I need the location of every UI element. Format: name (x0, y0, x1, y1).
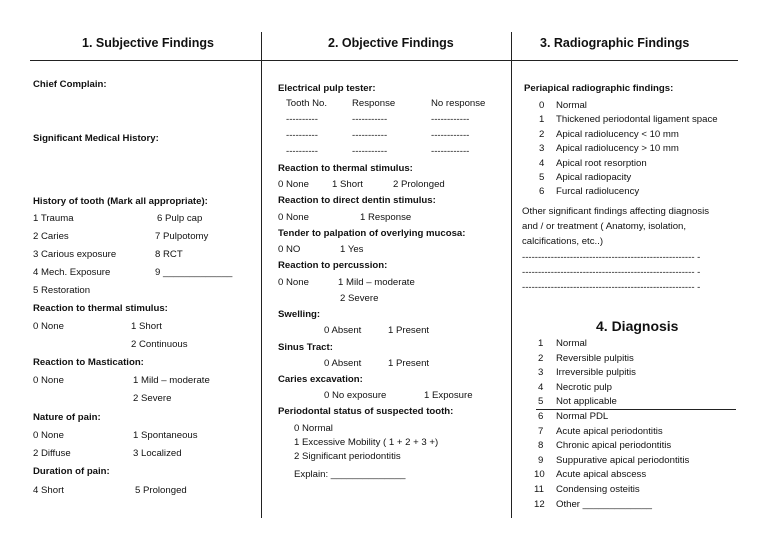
radiographic-item-number: 4 (539, 157, 545, 169)
diagnosis-item-label: Reversible pulpitis (556, 352, 634, 364)
radiographic-item-label: Furcal radiolucency (556, 186, 640, 198)
diagnosis-item-label: Normal (556, 338, 587, 349)
pain-nature-option: 2 Diffuse (33, 448, 71, 459)
sinus-option: 0 Absent (324, 358, 362, 369)
caries-title: Caries excavation: (278, 374, 363, 385)
radiographic-item-number: 6 (539, 186, 545, 198)
radiographic-item-label: Apical root resorption (556, 157, 647, 169)
diagnosis-item-number: 3 (538, 367, 544, 379)
diagnosis-item-label: Irreversible pulpitis (556, 367, 636, 379)
ept-cell: ---------- (286, 146, 318, 157)
history-title: History of tooth (Mark all appropriate): (33, 196, 208, 207)
sinus-option: 1 Present (388, 358, 430, 369)
history-item: 5 Restoration (33, 285, 91, 296)
diagnosis-item-number: 12 (534, 498, 545, 510)
history-item: 1 Trauma (33, 213, 74, 224)
percussion-option: 1 Mild – moderate (338, 277, 415, 288)
diagnosis-item-number: 7 (538, 425, 544, 437)
pain-duration-option: 4 Short (33, 485, 64, 496)
ept-cell: ----------- (352, 146, 388, 157)
swelling-option: 0 Absent (324, 325, 362, 336)
diagnosis-separator (536, 409, 736, 410)
other-findings-line: and / or treatment ( Anatomy, isolation, (522, 221, 687, 232)
thermal-title: Reaction to thermal stimulus: (33, 303, 168, 314)
radiographic-item-label: Thickened periodontal ligament space (556, 114, 718, 126)
dentin-option: 1 Response (360, 212, 412, 223)
ept-cell: ----------- (352, 130, 388, 141)
diagnosis-item-label: Normal PDL (556, 411, 609, 422)
pain-duration-option: 5 Prolonged (135, 485, 187, 496)
radiographic-header: 3. Radiographic Findings (540, 36, 690, 50)
palpation-title: Tender to palpation of overlying mucosa: (278, 228, 466, 239)
swelling-option: 1 Present (388, 325, 430, 336)
diagnosis-item-label: Suppurative apical periodontitis (556, 454, 690, 466)
pain-nature-title: Nature of pain: (33, 412, 101, 423)
diagnosis-item-label: Acute apical periodontitis (556, 425, 663, 437)
pain-nature-option: 0 None (33, 430, 64, 441)
ept-cell: ------------ (431, 130, 470, 141)
diagnosis-item-number: 11 (534, 484, 544, 495)
objective-header: 2. Objective Findings (328, 36, 454, 50)
radiographic-item-label: Apical radiolucency > 10 mm (556, 143, 679, 155)
explain-field: Explain: ______________ (294, 469, 406, 480)
header-rule-top (30, 60, 738, 61)
ept-col-header: Response (352, 98, 396, 109)
palpation-option: 1 Yes (340, 244, 364, 255)
history-item: 4 Mech. Exposure (33, 267, 111, 278)
radiographic-item-label: Normal (556, 100, 587, 111)
perio-title: Periodontal status of suspected tooth: (278, 406, 454, 417)
diagnosis-item-label: Not applicable (556, 396, 617, 408)
ept-col-header: No response (431, 98, 486, 109)
diagnosis-header: 4. Diagnosis (596, 318, 679, 334)
other-findings-line: Other significant findings affecting diagnosis (522, 206, 710, 217)
swelling-title: Swelling: (278, 309, 321, 320)
diagnosis-item-number: 6 (538, 411, 544, 422)
column-divider-left (261, 32, 262, 518)
pain-nature-option: 3 Localized (133, 448, 182, 459)
diagnosis-item-number: 10 (534, 469, 545, 481)
percussion-option: 0 None (278, 277, 309, 288)
diagnosis-item-number: 5 (538, 396, 544, 408)
dentin-title: Reaction to direct dentin stimulus: (278, 195, 436, 206)
thermal-option: 2 Continuous (131, 339, 188, 350)
subjective-header: 1. Subjective Findings (82, 36, 214, 50)
percussion-title: Reaction to percussion: (278, 260, 388, 271)
ept-title: Electrical pulp tester: (278, 83, 376, 94)
perio-option: 2 Significant periodontitis (294, 451, 401, 462)
radiographic-item-label: Apical radiopacity (556, 172, 632, 183)
diagnosis-item-number: 4 (538, 381, 544, 393)
radiographic-item-number: 3 (539, 143, 545, 155)
thermal-option: 0 None (33, 321, 64, 332)
dash-line: ------------------------------------------------------ - (522, 282, 701, 293)
diagnosis-item-number: 1 (538, 338, 544, 349)
perio-option: 0 Normal (294, 423, 333, 434)
radiographic-item-number: 2 (539, 128, 545, 140)
history-item: 6 Pulp cap (157, 213, 203, 224)
ept-cell: ----------- (352, 114, 388, 125)
history-item: 8 RCT (155, 249, 183, 260)
ept-cell: ---------- (286, 130, 318, 141)
mastication-option: 0 None (33, 375, 64, 386)
radiographic-item-label: Apical radiolucency < 10 mm (556, 128, 679, 140)
dash-line: ------------------------------------------------------ - (522, 252, 701, 263)
obj-thermal-title: Reaction to thermal stimulus: (278, 163, 413, 174)
radiographic-item-number: 5 (539, 172, 545, 183)
pain-duration-title: Duration of pain: (33, 466, 110, 477)
ept-col-header: Tooth No. (286, 98, 328, 109)
ept-cell: ------------ (431, 114, 470, 125)
perio-option: 1 Excessive Mobility ( 1 + 2 + 3 +) (294, 437, 439, 448)
mastication-title: Reaction to Mastication: (33, 357, 144, 368)
history-item: 9 _____________ (155, 267, 233, 278)
mastication-option: 1 Mild – moderate (133, 375, 210, 386)
palpation-option: 0 NO (278, 244, 301, 255)
sinus-title: Sinus Tract: (278, 342, 333, 353)
radiographic-item-number: 0 (539, 100, 545, 111)
caries-option: 0 No exposure (324, 390, 387, 401)
diagnosis-item-label: Acute apical abscess (556, 469, 647, 481)
diagnosis-item-label: Other _____________ (556, 498, 653, 510)
history-item: 7 Pulpotomy (155, 231, 209, 242)
radiographic-item-number: 1 (539, 114, 545, 126)
diagnosis-item-label: Condensing osteitis (556, 484, 640, 495)
chief-complain-label: Chief Complain: (33, 79, 107, 90)
diagnosis-item-number: 9 (538, 454, 544, 466)
diagnosis-item-number: 8 (538, 440, 544, 452)
history-item: 3 Carious exposure (33, 249, 117, 260)
diagnosis-item-label: Chronic apical periodontitis (556, 440, 672, 452)
diagnosis-item-label: Necrotic pulp (556, 381, 612, 393)
obj-thermal-option: 2 Prolonged (393, 179, 445, 190)
ept-cell: ---------- (286, 114, 318, 125)
other-findings-line: calcifications, etc..) (522, 236, 604, 247)
dash-line: ------------------------------------------------------ - (522, 267, 701, 278)
caries-option: 1 Exposure (424, 390, 473, 401)
history-item: 2 Caries (33, 231, 69, 242)
obj-thermal-option: 0 None (278, 179, 309, 190)
diagnosis-item-number: 2 (538, 352, 544, 364)
ept-cell: ------------ (431, 146, 470, 157)
medical-history-label: Significant Medical History: (33, 133, 159, 144)
column-divider-right (511, 32, 512, 518)
dentin-option: 0 None (278, 212, 309, 223)
obj-thermal-option: 1 Short (332, 179, 363, 190)
pain-nature-option: 1 Spontaneous (133, 430, 198, 441)
mastication-option: 2 Severe (133, 393, 172, 404)
thermal-option: 1 Short (131, 321, 162, 332)
percussion-option: 2 Severe (340, 293, 379, 304)
radiographic-title: Periapical radiographic findings: (524, 83, 674, 94)
